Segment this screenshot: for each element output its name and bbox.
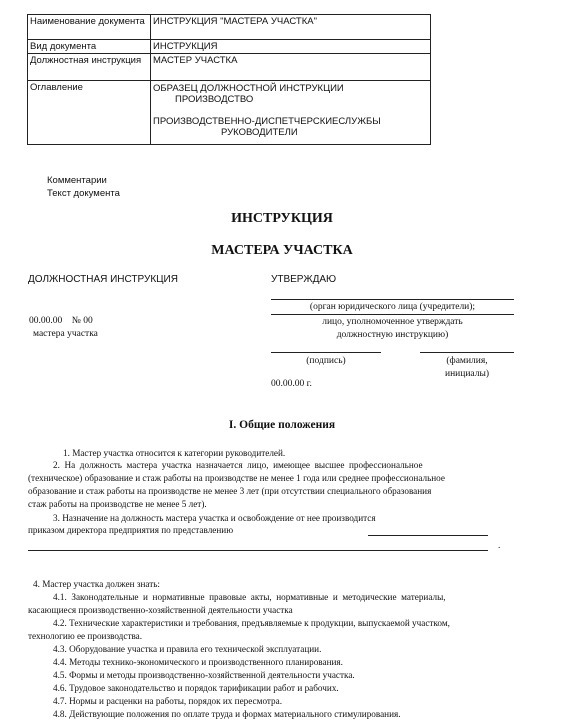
contents-line <box>153 105 428 116</box>
document-text-label: Текст документа <box>47 188 120 199</box>
name-caption: (фамилия, <box>446 356 488 366</box>
name-line <box>420 352 514 353</box>
paragraph-4-8: 4.8. Действующие положения по оплате труда и формах материального стимулирования. <box>53 709 401 719</box>
paragraph-4-4: 4.4. Методы технико-экономического и производственного планирования. <box>53 657 343 667</box>
comments-label: Комментарии <box>47 175 107 186</box>
document-date-number: 00.00.00 № 00 <box>29 316 93 326</box>
document-subtitle: МАСТЕРА УЧАСТКА <box>211 243 353 258</box>
approve-line <box>271 314 514 315</box>
position-label: мастера участка <box>33 329 98 339</box>
meta-value: ИНСТРУКЦИЯ <box>151 40 431 54</box>
paragraph-4-7: 4.7. Нормы и расценки на работы, порядок их пересмотра. <box>53 696 283 706</box>
meta-key: Наименование документа <box>28 15 151 40</box>
paragraph-1: 1. Мастер участка относится к категории руководителей. <box>63 448 286 458</box>
meta-value-contents <box>151 81 431 145</box>
approve-heading: УТВЕРЖДАЮ <box>271 274 337 285</box>
paragraph-2-line: (техническое) образование и стаж работы на производстве не менее 1 года или среднее профессиональное <box>28 473 445 483</box>
job-description-heading: ДОЛЖНОСТНАЯ ИНСТРУКЦИЯ <box>28 274 178 285</box>
contents-line: ОБРАЗЕЦ ДОЛЖНОСТНОЙ ИНСТРУКЦИИ <box>153 83 344 94</box>
paragraph-3-end: . <box>498 540 501 550</box>
fill-in-line <box>28 550 488 551</box>
meta-row-name <box>28 15 431 40</box>
contents-line: ПРОИЗВОДСТВО <box>175 94 254 105</box>
meta-key: Должностная инструкция <box>28 54 151 81</box>
paragraph-4-1-line: 4.1. Законодательные и нормативные правовые акты, нормативные и методические материалы, <box>53 592 446 602</box>
approve-org: (орган юридического лица (учредители); <box>309 302 476 312</box>
paragraph-4-3: 4.3. Оборудование участка и правила его технической эксплуатации. <box>53 644 322 654</box>
meta-value: МАСТЕР УЧАСТКА <box>151 54 431 81</box>
paragraph-4-5: 4.5. Формы и методы производственно-хозяйственной деятельности участка. <box>53 670 355 680</box>
paragraph-2-line: стаж работы на производстве не менее 5 лет). <box>28 499 207 509</box>
section-title: I. Общие положения <box>228 419 336 431</box>
contents-line: РУКОВОДИТЕЛИ <box>221 127 298 138</box>
meta-key: Оглавление <box>28 81 151 145</box>
meta-key: Вид документа <box>28 40 151 54</box>
name-caption: инициалы) <box>444 369 489 379</box>
paragraph-4-6: 4.6. Трудовое законодательство и порядок тарификации работ и рабочих. <box>53 683 339 693</box>
meta-row-contents <box>28 81 431 145</box>
meta-row-position <box>28 54 431 81</box>
signature-caption: (подпись) <box>306 356 346 366</box>
document-title: ИНСТРУКЦИЯ <box>231 211 333 226</box>
approve-date: 00.00.00 г. <box>271 379 312 389</box>
paragraph-4-2-line: технологию ее производства. <box>28 631 143 641</box>
meta-value: ИНСТРУКЦИЯ "МАСТЕРА УЧАСТКА" <box>151 15 431 40</box>
fill-in-line <box>368 535 488 536</box>
approve-person: лицо, уполномоченное утверждать <box>322 317 463 327</box>
paragraph-4-1-line: касающиеся производственно-хозяйственной деятельности участка <box>28 605 293 615</box>
paragraph-4: 4. Мастер участка должен знать: <box>33 579 160 589</box>
meta-row-type <box>28 40 431 54</box>
paragraph-2-line: образование и стаж работы на производстве не менее 3 лет (при отсутствии специального образования <box>28 486 432 496</box>
signature-line <box>271 352 381 353</box>
contents-line: ПРОИЗВОДСТВЕННО-ДИСПЕТЧЕРСКИЕСЛУЖБЫ <box>153 116 381 127</box>
paragraph-4-2-line: 4.2. Технические характеристики и требования, предъявляемые к продукции, выпускаемой участком, <box>53 618 450 628</box>
approve-doc: должностную инструкцию) <box>336 330 449 340</box>
paragraph-2-line: 2. На должность мастера участка назначается лицо, имеющее высшее профессиональное <box>53 460 423 470</box>
approve-line <box>271 299 514 300</box>
document-meta-table <box>27 14 431 145</box>
paragraph-3-line: приказом директора предприятия по представлению <box>28 525 234 535</box>
paragraph-3-line: 3. Назначение на должность мастера участка и освобождение от нее производится <box>53 513 376 523</box>
